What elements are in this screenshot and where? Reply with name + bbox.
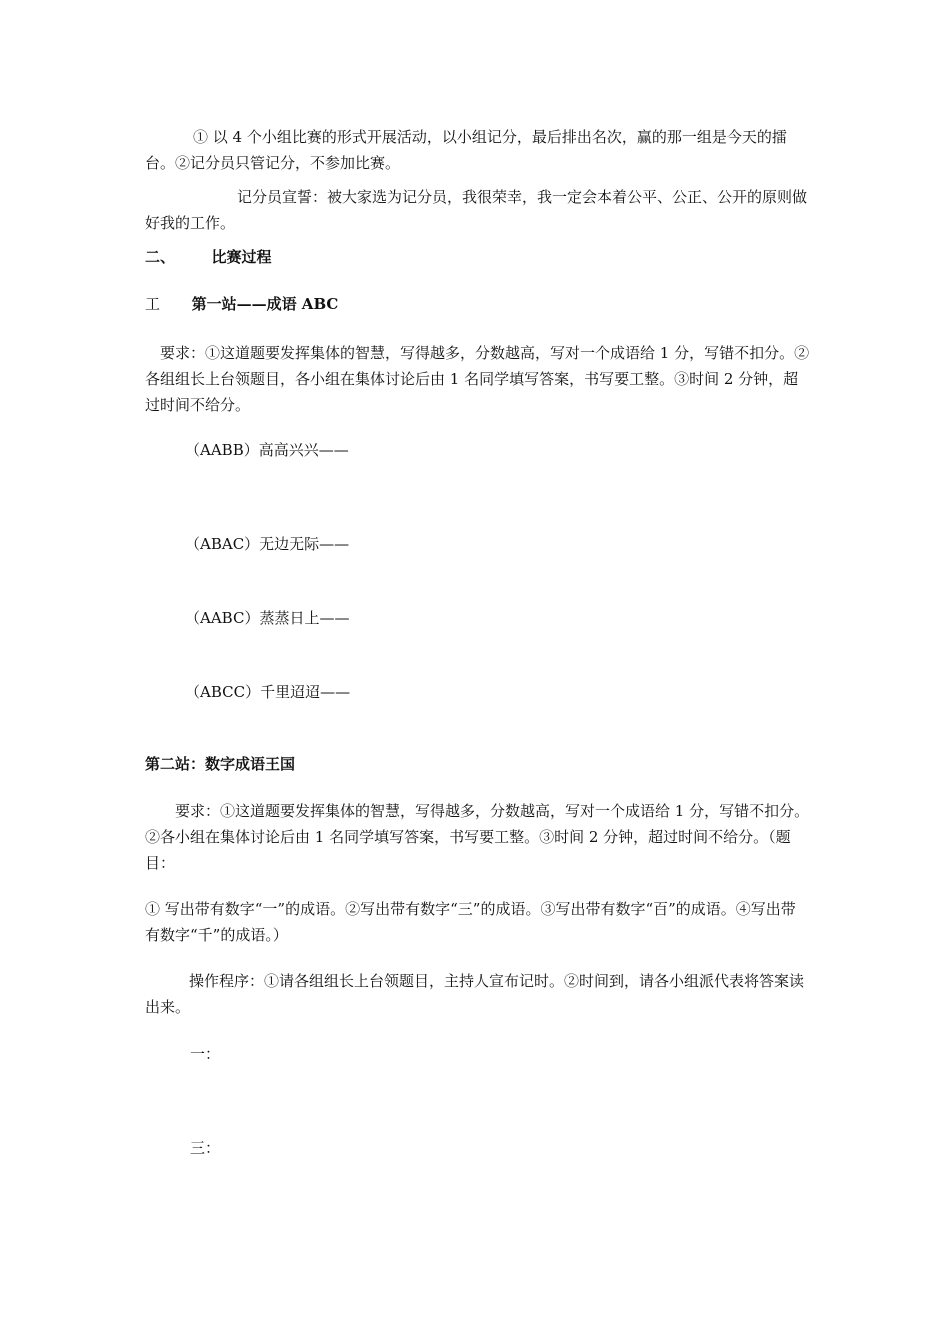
idiom-item-aabb: （AABB）高高兴兴—— bbox=[185, 441, 349, 459]
section-title: 比赛过程 bbox=[211, 248, 272, 266]
answer-label-three: 三： bbox=[190, 1139, 221, 1157]
station2-procedure: 操作程序：①请各组组长上台领题目，主持人宣布记时。②时间到，请各小组派代表将答案读出来。 bbox=[145, 972, 805, 1016]
station1-marker: 工 bbox=[145, 295, 161, 313]
station2-title: 第二站：数字成语王国 bbox=[145, 755, 296, 773]
idiom-item-abac: （ABAC）无边无际—— bbox=[185, 535, 350, 553]
station1-title: 第一站——成语 ABC bbox=[191, 295, 339, 313]
section-heading bbox=[145, 247, 272, 267]
station1-heading bbox=[145, 294, 338, 314]
station2-questions: ① 写出带有数字“一”的成语。②写出带有数字“三”的成语。③写出带有数字“百”的成语。④写出带有数字“千”的成语。） bbox=[145, 900, 796, 944]
station1-requirement: 要求：①这道题要发挥集体的智慧，写得越多，分数越高，写对一个成语给 1 分，写错不扣分。②各组组长上台领题目，各小组在集体讨论后由 1 名同学填写答案，书写要工整。③时间 2 分钟，超过时间不给分。 bbox=[145, 344, 810, 414]
idiom-item-aabc: （AABC）蒸蒸日上—— bbox=[185, 609, 350, 627]
station2-requirement: 要求：①这道题要发挥集体的智慧，写得越多，分数越高，写对一个成语给 1 分，写错不扣分。②各小组在集体讨论后由 1 名同学填写答案，书写要工整。③时间 2 分钟，超过时间不给分。（题目： bbox=[145, 802, 810, 872]
answer-label-one: 一： bbox=[190, 1045, 221, 1063]
intro-rule-paragraph: ① 以 4 个小组比赛的形式开展活动，以小组记分，最后排出名次，赢的那一组是今天的擂台。②记分员只管记分，不参加比赛。 bbox=[145, 128, 787, 172]
idiom-item-abcc: （ABCC）千里迢迢—— bbox=[185, 683, 351, 701]
recorder-oath-paragraph: 记分员宣誓：被大家选为记分员，我很荣幸，我一定会本着公平、公正、公开的原则做好我的工作。 bbox=[145, 188, 808, 232]
section-number: 二、 bbox=[145, 248, 176, 266]
